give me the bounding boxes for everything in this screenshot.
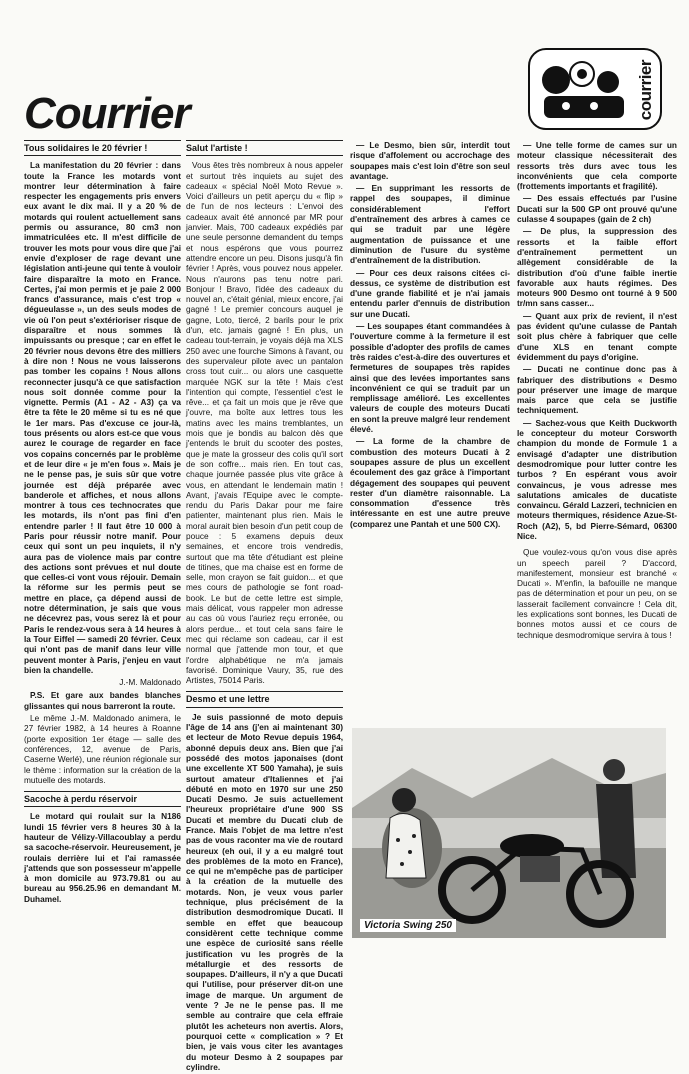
- list-item: — Ducati ne continue donc pas à fabriquer des distributions « Desmo pour préserver une image de marque mais parce que cela se justifie techniquement.: [517, 364, 677, 416]
- page-title: Courrier: [24, 89, 190, 138]
- list-item: — Le Desmo, bien sûr, interdit tout risque d'affolement ou accrochage des soupapes mais c'est loin d'être son seul avantage.: [350, 140, 510, 181]
- column-3: [350, 140, 510, 720]
- list-item: — Sachez-vous que Keith Duckworth le concepteur du moteur Corsworth champion du monde de Formule 1 a envisagé d'adapter une distribution desmodromique pour lutter contre les turbos ? En espérant vous avoir convaincus, je vous adresse mes salutations amicales de ducatiste convaincu. Gérald Lazzeri, technicien en moteurs thermiques, résidence Azue-St-Roch (A2), 5, bd Pierre-Sémard, 06300 Nice.: [517, 417, 677, 541]
- article-signature: J.-M. Maldonado: [119, 677, 181, 688]
- article-note: Le même J.-M. Maldonado animera, le 27 février 1982, à 14 heures à Roanne (porte exposition 1er étage — salle des conférences, 12, avenue de Paris, Caserne Werlé), une réunion régionale sur le thème : information sur la création de la mutuelle des motards.: [24, 713, 181, 785]
- article-body: La manifestation du 20 février : dans toute la France les motards vont montrer leur détermination à faire respecter les engagements pris envers eux avant le dix mai. Il y a 20 % de motards qui roulent actuellement sans permis ou assurance, 80 cm3 non immatriculées etc. Il m'est difficile de trouver les mots pour vous dire que j'ai envie d'exploser de rage devant une législation anti-jeune qui tente à vouloir faire disparaître la moto en France. Certes, j'ai mon permis et je paie 2 000 francs d'assurance, mais c'est trop « dégueulasse », un des seuls modes de vie où l'on peut s'extérioriser risque de disparaître et nous sommes là impuissants ou presque ; car en effet le 20 février nous devons être des milliers à dire non ! Nous ne vous laisserons pas tomber les copains ! Nous allons reconnecter jusqu'à ce que satisfaction nous soit donnée comme pour la vignette. Permis (A1 - A2 - A3) ça va être ta fête le 20 même si tu es né que le 1er mars. Pas d'excuse ce jour-là, tous présents ou alors est-ce que vous aurez le courage de regarder en face vos copains concernés par le problème et de leur dire « je m'en fous ». Mais je ne le pense pas, je suis sûr que votre journée est déjà préparée avec banderole et affiches, et nous allons montrer à tous ces technocrates que les motards, ils n'ont pas fini d'en entendre parler ! Il faut être 10 000 à Paris pour réussir notre manif. Pour ceux qui sont un peu inquiets, il n'y aura pas de violence mais par contre des actions sont prévues et nul doute que celles-ci vont vous réjouir. Demain la réforme sur les permis peut se mettre en place, ça dépend aussi de notre détermination, je sais que vous ne décevrez pas, vous serez là et pour Paris le rendez-vous sera à 14 heures à la Tour Eiffel — samedi 20 février. Ceux qui n'ont pas de manif dans leur ville peuvent monter à Paris, j'enjeu en vaut bien la chandelle.: [24, 160, 181, 675]
- column-1: [24, 140, 181, 906]
- courrier-logo: [528, 48, 662, 130]
- article-body: Le motard qui roulait sur la N186 lundi 15 février vers 8 heures 30 à la hauteur de Vélizy-Villacoublay a perdu sa sacoche-réservoir. Heureusement, je roulais derrière lui et l'ai ramassée j'attends que son possesseur m'appelle à mon domicile au 973.79.81 ou au bureau au 956.25.96 en demandant M. Duhamel.: [24, 811, 181, 904]
- column-2: [186, 140, 343, 1074]
- motorcycle-photo-image: [352, 728, 666, 938]
- list-item: — En supprimant les ressorts de rappel des soupapes, il diminue considérablement l'effort d'entraînement des arbres à cames ce qui se traduit par une légère augmentation de puissance et une diminution de l'usure du système d'entraînement de la distribution.: [350, 183, 510, 266]
- list-item: — Pour ces deux raisons citées ci-dessus, ce système de distribution est d'une grande fiabilité et je n'ai jamais entendu parler d'ennuis de distribution sur une Ducati.: [350, 267, 510, 319]
- courrier-logo-text: courrier: [636, 60, 655, 121]
- list-item: — De plus, la suppression des ressorts et la faible effort d'entraînement permettent un allègement considérable de la distribution d'où d'une faible inertie favorable aux hauts régimes. Des moteurs 900 Desmo ont tourné à 9 500 tr/mn sans casser...: [517, 226, 677, 309]
- list-item: — Quant aux prix de revient, il n'est pas évident qu'une culasse de Pantah soit plus chère à fabriquer que celle d'une XLS en tenant compte évidemment du pays d'origine.: [517, 310, 677, 362]
- article-heading: Tous solidaires le 20 février !: [24, 140, 181, 156]
- article-heading: Salut l'artiste !: [186, 140, 343, 156]
- editor-reply: Que voulez-vous qu'on vous dise après un speech pareil ? D'accord, manifestement, monsieur est branché « Ducati ». M'enfin, la bafouille ne manque pas de détermination et pour un peu, on se lasserait facilement convaincre ! Cela dit, les explications sont bonnes, les Ducati de bonnes motos aussi et ce cours de technique desmodromique servira à tous !: [517, 547, 677, 640]
- article-body: Je suis passionné de moto depuis l'âge de 14 ans (j'en ai maintenant 30) et lecteur de Moto Revue depuis 1964, abonné depuis deux ans. Bien que j'ai possédé des motos japonaises (dont une excellente XT 500 Yamaha), je suis surtout amateur d'Italiennes et j'ai débuté en moto en 1970 sur une 250 Ducati Desmo. Je suis actuellement l'heureux propriétaire d'une 900 SS Ducati et membre du Ducati club de France. Mais l'objet de ma lettre n'est pas de vous raconter ma vie de routard heureux (eh oui, il y a eu malgré tout des problèmes de la moto en France), ce qui ne m'empêche pas de participer à la création de la mutuelle des motards. Non, je veux vous parler technique, plus précisément de la distribution desmodromique Ducati. Il semble en effet que beaucoup considèrent cette technique comme une espèce de curiosité sans réelle justification vu les progrès de la métallurgie et des ressorts de soupapes. D'ailleurs, il n'y a que Ducati qui l'utilise, pour préserver dit-on une image de marque. Un argument de vente ? Je ne le pense pas. Il me semble au contraire que cela effraie plutôt les acheteurs non avertis. Alors, pourquoi cette « complication » ? Et bien, je vais vous citer les avantages du moteur Desmo à 2 soupapes par cylindre.: [186, 711, 343, 1072]
- photo-caption: Victoria Swing 250: [360, 919, 456, 932]
- list-item: — Des essais effectués par l'usine Ducati sur la 500 GP ont prouvé qu'une culasse 4 soupapes (gain de 2 ch): [517, 193, 677, 225]
- column-4: [517, 140, 677, 642]
- list-item: — La forme de la chambre de combustion des moteurs Ducati à 2 soupapes assure de plus un excellent écoulement des gaz grâce à l'important dégagement des soupapes qui peuvent rester d'un diamètre raisonnable. La consommation d'essence très intéressante en est une autre preuve (comparez une Pantah et une 500 CX).: [350, 436, 510, 529]
- article-body: Vous êtes très nombreux à nous appeler et surtout très inquiets au sujet des cadeaux « spécial Noël Moto Revue ». Voici d'ailleurs un petit aperçu du « flip » de l'un de nos lecteurs : L'envoi des cadeaux avait été annoncé par MR pour janvier. Mais, 700 cadeaux expédiés par une seule personne demandent du temps et nous espérons que vous pourrez attendre encore un peu. Disons jusqu'à fin février ! Après, vous pouvez nous appeler. Nous n'aurons pas tenu notre pari. Bonjour ! Bravo, l'idée des cadeaux du nouvel an, c'était génial, mieux encore, j'ai gagné ! Le premier concours auquel je gagne, Loto, tiercé, 2 barils pour le prix d'un, etc. jamais gagné ! En plus, un cadeau tout-terrain, je voyais déjà ma XLS 250 avec une fourche Simons à l'avant, ou des supervaleur pilote avec un pantalon cross tout cuir... ou alors une casquette marquée NGK sur la tête ! Mais c'est l'intention qui compte, l'essentiel c'est le rêve... et ça fait un mois que je rêve que j'ouvre, ma boîte aux lettres tous les matins avec les mains tremblantes, un mois que je bondis au balcon dès que j'entends le bruit du scooter des postes, que je mate la grosseur des colis qu'il sort de son coffre... mais rien. En tout cas, chaque journée passée plus vite grâce à vous, en attendant le lendemain matin ! Avant, j'avais l'Equipe avec le compte-rendu du Paris Dakar pour me faire patienter, maintenant plus rien. Mais le moral aurait bien besoin d'un petit coup de pouce : 5 examens depuis deux semaines, et encore trois vendredis, surtout que ma tête d'étudiant est pleine de titines, que ma chaise est en forme de selle, mon crayon se fait guidon... et que mes cours de pathologie se font road-book. Le but de cette lettre est simple, mais délicat, vous rappeler mon adresse au cas où vous l'auriez reçu erronée, ou alors perdue... et tout cela sans faire le mec qui réclame son cadeau, car il est normal que j'attende mon tour, et que l'ordre alphabétique ne m'a jamais favorisé. Dominique Vaury, 35, rue des Artistes, 75014 Paris.: [186, 160, 343, 686]
- article-heading: Desmo et une lettre: [186, 691, 343, 707]
- article-heading: Sacoche à perdu réservoir: [24, 791, 181, 807]
- list-item: — Une telle forme de cames sur un moteur classique nécessiterait des ressorts très durs avec tous les inconvénients que cela comporte (frottements importants et fragilité).: [517, 140, 677, 192]
- motorcycle-photo: [352, 728, 666, 938]
- article-ps: P.S. Et gare aux bandes blanches glissantes qui nous barreront la route.: [24, 690, 181, 711]
- list-item: — Les soupapes étant commandées à l'ouverture comme à la fermeture il est possible d'adopter des profils de cames très raides c'est-à-dire des ouvertures et fermetures de soupapes très rapides ainsi que des levées importantes sans inconvénient ce qui se traduit par un remplissage amélioré. Les excellentes valeurs de couple des moteurs Ducati en sont la preuve malgré leur rendement élevé.: [350, 321, 510, 435]
